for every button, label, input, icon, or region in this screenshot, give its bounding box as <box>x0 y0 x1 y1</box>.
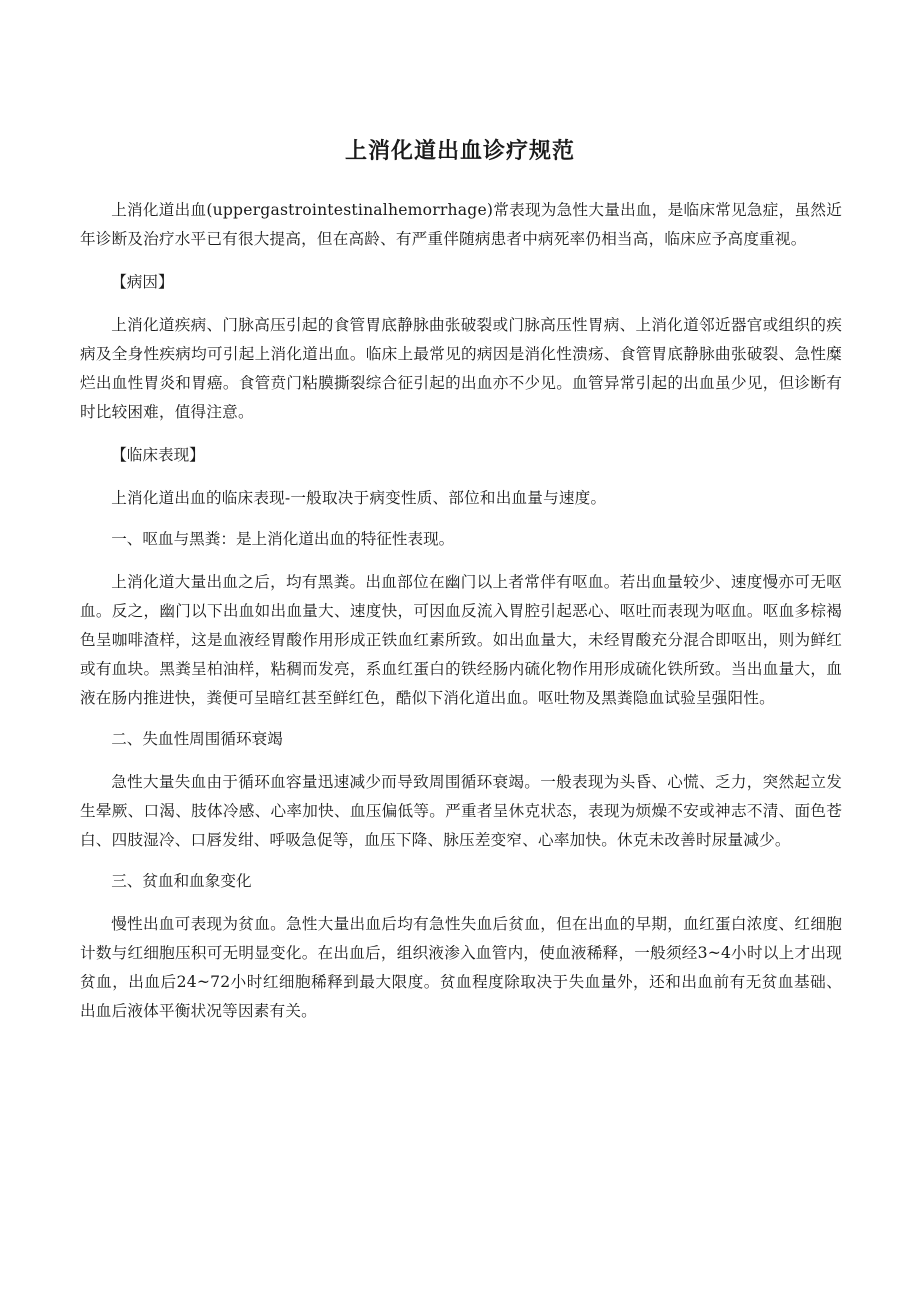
clinical-item-2-text: 急性大量失血由于循环血容量迅速减少而导致周围循环衰竭。一般表现为头昏、心慌、乏力，突然起立发生晕厥、口渴、肢体冷感、心率加快、血压偏低等。严重者呈休克状态，表现为烦燥不安或神志不清、面色苍白、四肢湿冷、口唇发绀、呼吸急促等，血压下降、脉压差变窄、心率加快。休克未改善时尿量减少。 <box>80 773 842 849</box>
document-body <box>80 196 842 1026</box>
clinical-item-2-title: 二、失血性周围循环衰竭 <box>111 730 283 748</box>
clinical-item-1-title: 一、呕血与黑粪：是上消化道出血的特征性表现。 <box>111 530 455 548</box>
clinical-intro-paragraph: 上消化道出血的临床表现-一般取决于病变性质、部位和出血量与速度。 <box>111 489 607 507</box>
etiology-paragraph: 上消化道疾病、门脉高压引起的食管胃底静脉曲张破裂或门脉高压性胃病、上消化道邻近器官或组织的疾病及全身性疾病均可引起上消化道出血。临床上最常见的病因是消化性溃疡、食管胃底静脉曲张破裂、急性糜烂出血性胃炎和胃癌。食管贲门粘膜撕裂综合征引起的出血亦不少见。血管异常引起的出血虽少见，但诊断有时比较困难，值得注意。 <box>80 316 842 421</box>
clinical-item-1-text: 上消化道大量出血之后，均有黑粪。出血部位在幽门以上者常伴有呕血。若出血量较少、速度慢亦可无呕血。反之，幽门以下出血如出血量大、速度快，可因血反流入胃腔引起恶心、呕吐而表现为呕血。呕血多棕褐色呈咖啡渣样，这是血液经胃酸作用形成正铁血红素所致。如出血量大，未经胃酸充分混合即呕出，则为鲜红或有血块。黑粪呈柏油样，粘稠而发亮，系血红蛋白的铁经肠内硫化物作用形成硫化铁所致。当出血量大，血液在肠内推进快，粪便可呈暗红甚至鲜红色，酷似下消化道出血。呕吐物及黑粪隐血试验呈强阳性。 <box>80 573 842 707</box>
page-title: 上消化道出血诊疗规范 <box>344 139 575 164</box>
clinical-item-3-text: 慢性出血可表现为贫血。急性大量出血后均有急性失血后贫血，但在出血的早期，血红蛋白浓度、红细胞计数与红细胞压积可无明显变化。在出血后，组织液渗入血管内，使血液稀释，一般须经3~4小时以上才出现贫血，出血后24~72小时红细胞稀释到最大限度。贫血程度除取决于失血量外，还和出血前有无贫血基础、出血后液体平衡状况等因素有关。 <box>80 915 842 1020</box>
etiology-heading: 【病因】 <box>111 273 174 291</box>
clinical-item-3-title: 三、贫血和血象变化 <box>111 872 252 890</box>
intro-paragraph: 上消化道出血(uppergastrointestinalhemorrhage)常表现为急性大量出血，是临床常见急症，虽然近年诊断及治疗水平已有很大提高，但在高龄、有严重伴随病患者中病死率仍相当高，临床应予高度重视。 <box>80 201 842 248</box>
clinical-heading: 【临床表现】 <box>111 446 205 464</box>
